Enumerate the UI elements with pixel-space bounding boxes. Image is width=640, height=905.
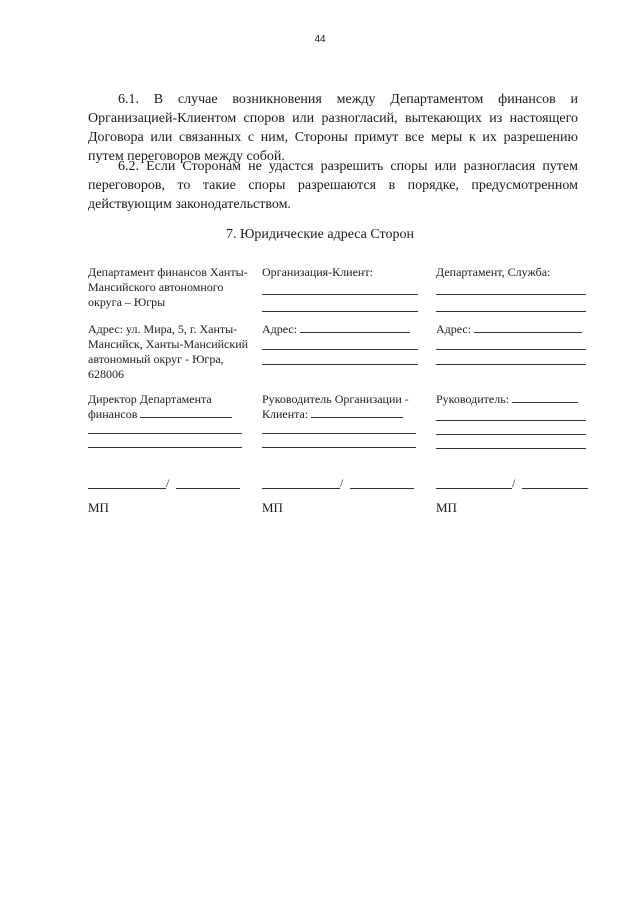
slash-mark: / bbox=[166, 476, 170, 490]
page-number: 44 bbox=[314, 34, 326, 45]
address-service bbox=[436, 322, 596, 337]
signatory-service bbox=[436, 392, 601, 407]
signature-line bbox=[512, 392, 578, 403]
signature-line bbox=[311, 407, 403, 418]
signature-line bbox=[436, 448, 586, 449]
address-department: Адрес: ул. Мира, 5, г. Ханты-Мансийск, Ханты-Мансийский автономный округ - Югра, 628006 bbox=[88, 322, 249, 381]
party-name-department: Департамент финансов Ханты-Мансийского автономного округа – Югры bbox=[88, 265, 248, 309]
slash-mark: / bbox=[512, 476, 516, 490]
signature-line bbox=[436, 434, 586, 435]
party-name-service: Департамент, Служба: bbox=[436, 265, 551, 279]
signature-line bbox=[88, 433, 242, 434]
input-line bbox=[262, 364, 418, 365]
signature-line bbox=[262, 447, 416, 448]
address-label: Адрес: bbox=[436, 322, 472, 336]
paragraph-6-2: 6.2. Если Сторонам не удастся разрешить споры или разногласия путем переговоров, то такие споры разрешаются в порядке, предусмотренном действующим законодательством. bbox=[88, 159, 578, 212]
input-line bbox=[436, 349, 586, 350]
signature-line bbox=[88, 447, 242, 448]
address-line bbox=[474, 322, 582, 333]
signatory-label: Директор Департамента финансов bbox=[88, 392, 212, 421]
input-line bbox=[436, 311, 586, 312]
signatory-label: Руководитель Организации - Клиента: bbox=[262, 392, 409, 421]
signatory-client bbox=[262, 392, 427, 422]
signature-line bbox=[522, 488, 588, 489]
input-line bbox=[436, 364, 586, 365]
signature-line bbox=[262, 488, 340, 489]
stamp-placeholder: МП bbox=[436, 500, 457, 515]
input-line bbox=[262, 311, 418, 312]
input-line bbox=[436, 294, 586, 295]
signatory-department bbox=[88, 392, 248, 422]
signature-line bbox=[350, 488, 414, 489]
signature-line bbox=[176, 488, 240, 489]
signature-line bbox=[262, 433, 416, 434]
slash-mark: / bbox=[340, 476, 344, 490]
address-client bbox=[262, 322, 422, 337]
signature-line bbox=[88, 488, 166, 489]
stamp-placeholder: МП bbox=[88, 500, 109, 515]
input-line bbox=[262, 294, 418, 295]
signatory-label: Руководитель: bbox=[436, 392, 510, 406]
party-name-client: Организация-Клиент: bbox=[262, 265, 373, 279]
address-line bbox=[300, 322, 410, 333]
signature-line bbox=[436, 488, 512, 489]
paragraph-6-1: 6.1. В случае возникновения между Департаментом финансов и Организацией-Клиентом споров или разногласий, вытекающих из настоящего Договора или связанных с ним, Стороны примут все меры к их разрешению путем переговоров между собой. bbox=[88, 92, 578, 164]
signature-line bbox=[140, 407, 232, 418]
stamp-placeholder: МП bbox=[262, 500, 283, 515]
input-line bbox=[262, 349, 418, 350]
section-title: 7. Юридические адреса Сторон bbox=[226, 227, 414, 242]
signature-line bbox=[436, 420, 586, 421]
address-label: Адрес: bbox=[262, 322, 298, 336]
